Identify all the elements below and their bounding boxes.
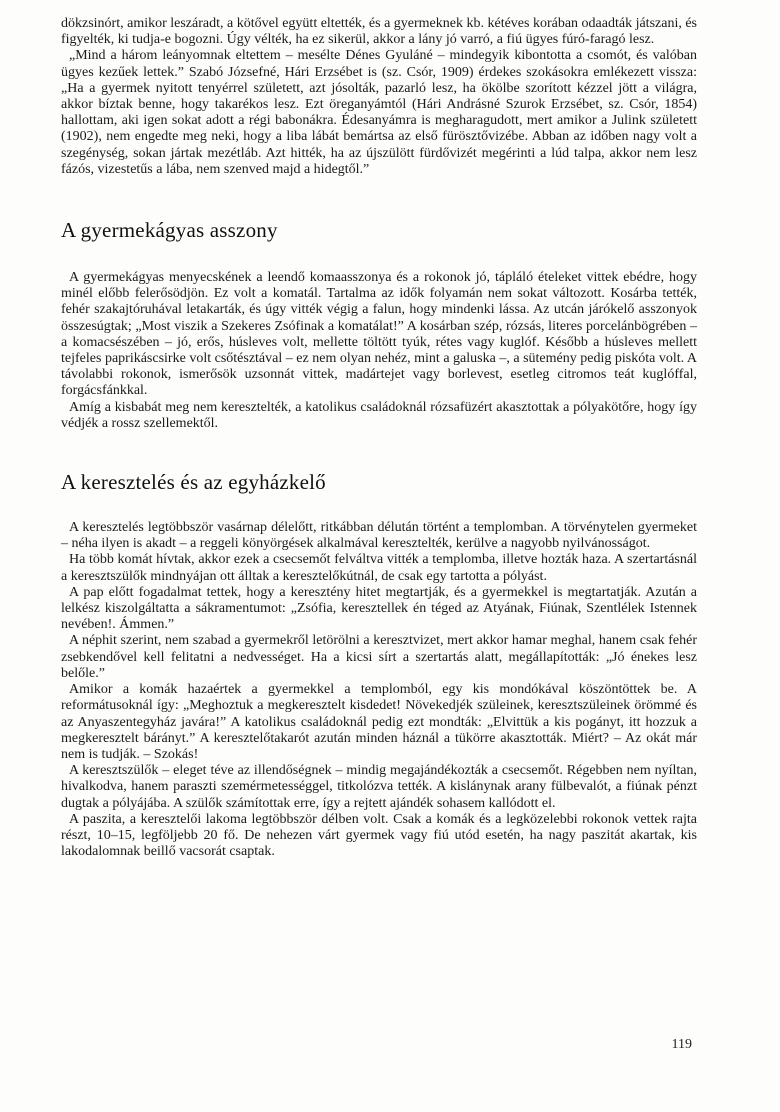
section2-paragraph-1: A keresztelés legtöbbször vasárnap délelőtt, ritkábban délután történt a templomban. A törvénytelen gyermeket – néha ilyen is akadt – a reggeli könyörgések alkalmával keresztelték, kerülve a nagyobb nyilvánosságot. [61, 520, 697, 552]
section2-paragraph-6: A keresztszülők – eleget téve az illendőségnek – mindig megajándékozták a csecsemőt. Régebben nem nyíltan, hivalkodva, hanem paraszti szemérmetességgel, titkolózva tették. A kislánynak arany fülbevalót, a fiúnak pénzt dugtak a pólyájába. A szülők számítottak erre, így a rejtett ajándék sohasem kallódott el. [61, 763, 697, 811]
section1-paragraph-1: A gyermekágyas menyecskének a leendő komaasszonya és a rokonok jó, tápláló ételeket vittek ebédre, hogy minél előbb felerősödjön. Ez volt a komatál. Tartalma az idők folyamán nem sokat változott. Kosárba tették, fehér szakajtóruhával letakarták, és úgy vitték végig a falun, hogy mindenki lássa. Az utcán járókelő asszonyok összesúgtak; „Most viszik a Szekeres Zsófinak a komatálat!” A kosárban szép, rózsás, literes porcelánbögrében – a komacsészében – jó, erős, húsleves volt, mellette töltött tyúk, rétes vagy kuglóf. Később a húsleves mellett tejfeles paprikáscsirke volt csőtésztával – ez nem olyan nehéz, mint a galuska –, a sütemény pedig piskóta volt. A távolabbi rokonok, ismerősök uzsonnát vittek, madártejet vagy borlevest, esetleg citromos teát kuglóffal, forgácsfánkkal. [61, 270, 697, 399]
section2-paragraph-2: Ha több komát hívtak, akkor ezek a csecsemőt felváltva vitték a templomba, illetve hozták haza. A szertartásnál a keresztszülők mindnyájan ott álltak a keresztelőkútnál, de csak egy tartotta a pólyást. [61, 552, 697, 584]
page-number: 119 [671, 1037, 692, 1052]
section2-paragraph-4: A néphit szerint, nem szabad a gyermekről letörölni a keresztvizet, mert akkor hamar meghal, hanem csak fehér zsebkendővel kell felitatni a nedvességet. Ha a kicsi sírt a szertartás alatt, megállapították: „Jó énekes lesz belőle.” [61, 633, 697, 681]
section-heading-kereszteles: A keresztelés és az egyházkelő [61, 470, 326, 495]
section-heading-gyermekagyas: A gyermekágyas asszony [61, 218, 278, 243]
text-column [61, 16, 697, 860]
section1-paragraph-2: Amíg a kisbabát meg nem keresztelték, a katolikus családoknál rózsafüzért akasztottak a pólyakötőre, hogy így védjék a rossz szellemektől. [61, 399, 697, 431]
intro-paragraph-1: dökzsinórt, amikor leszáradt, a kötővel együtt eltették, és a gyermeknek kb. kétéves korában odaadták játszani, és figyelték, ki tudja-e bogozni. Úgy vélték, ha ez sikerül, akkor a lány jó varró, a fiú ügyes fúró-faragó lesz. [61, 16, 697, 48]
section2-paragraph-7: A paszita, a keresztelői lakoma legtöbbször délben volt. Csak a komák és a legközelebbi rokonok vettek rajta részt, 10–15, legföljebb 20 fő. De nehezen várt gyermek vagy fiú utód esetén, ha nagy paszitát akartak, kis lakodalomnak beillő vacsorát csaptak. [61, 811, 697, 860]
section2-paragraph-5: Amikor a komák hazaértek a gyermekkel a templomból, egy kis mondókával köszöntöttek be. A reformátusoknál így: „Meghoztuk a megkeresztelt kisdedet! Növekedjék szüleinek, keresztszüleinek örömmé és az Anyaszentegyház javára!” A katolikus családoknál pedig ezt mondták: „Elvittük a kis pogányt, itt hozzuk a megkeresztelt bárányt.” A keresztelőtakarót azután minden háznál a tükörre akasztották. Miért? – Az okát már nem is tudják. – Szokás! [61, 682, 697, 762]
section2-paragraph-3: A pap előtt fogadalmat tettek, hogy a keresztény hitet megtartják, és a gyermekkel is megtartatják. Azután a lelkész kiszolgáltatta a sákramentumot: „Zsófia, keresztellek én téged az Atyának, Fiúnak, Szentlélek Istennek nevében!. Ámmen.” [61, 584, 697, 633]
intro-paragraph-2: „Mind a három leányomnak eltettem – mesélte Dénes Gyuláné – mindegyik kibontotta a csomót, és valóban ügyes kezűek lettek.” Szabó Józsefné, Hári Erzsébet is (sz. Csór, 1909) érdekes szokásokra emlékezett vissza: „Ha a gyermek nyitott tenyérrel született, azt jósolták, pazarló lesz, ha ökölbe szorított kézzel jött a világra, akkor bíztak benne, hogy takarékos lesz. Ezt öreganyámtól (Hári Andrásné Szurok Erzsébet, sz. Csór, 1854) hallottam, aki igen sokat adott a régi babonákra. Édesanyámra is megharagudott, mert amikor a Julink született (1902), nem engedte meg neki, hogy a liba lábát bemártsa az első fürösztővizébe. Abban az időben nagy volt a szegénység, sokan jártak mezétláb. Azt hitték, ha az újszülött fürdővizét megérinti a lúd talpa, akkor nem lesz fázós, vizestetűs a lába, nem szenved majd a hidegtől.” [61, 48, 697, 177]
